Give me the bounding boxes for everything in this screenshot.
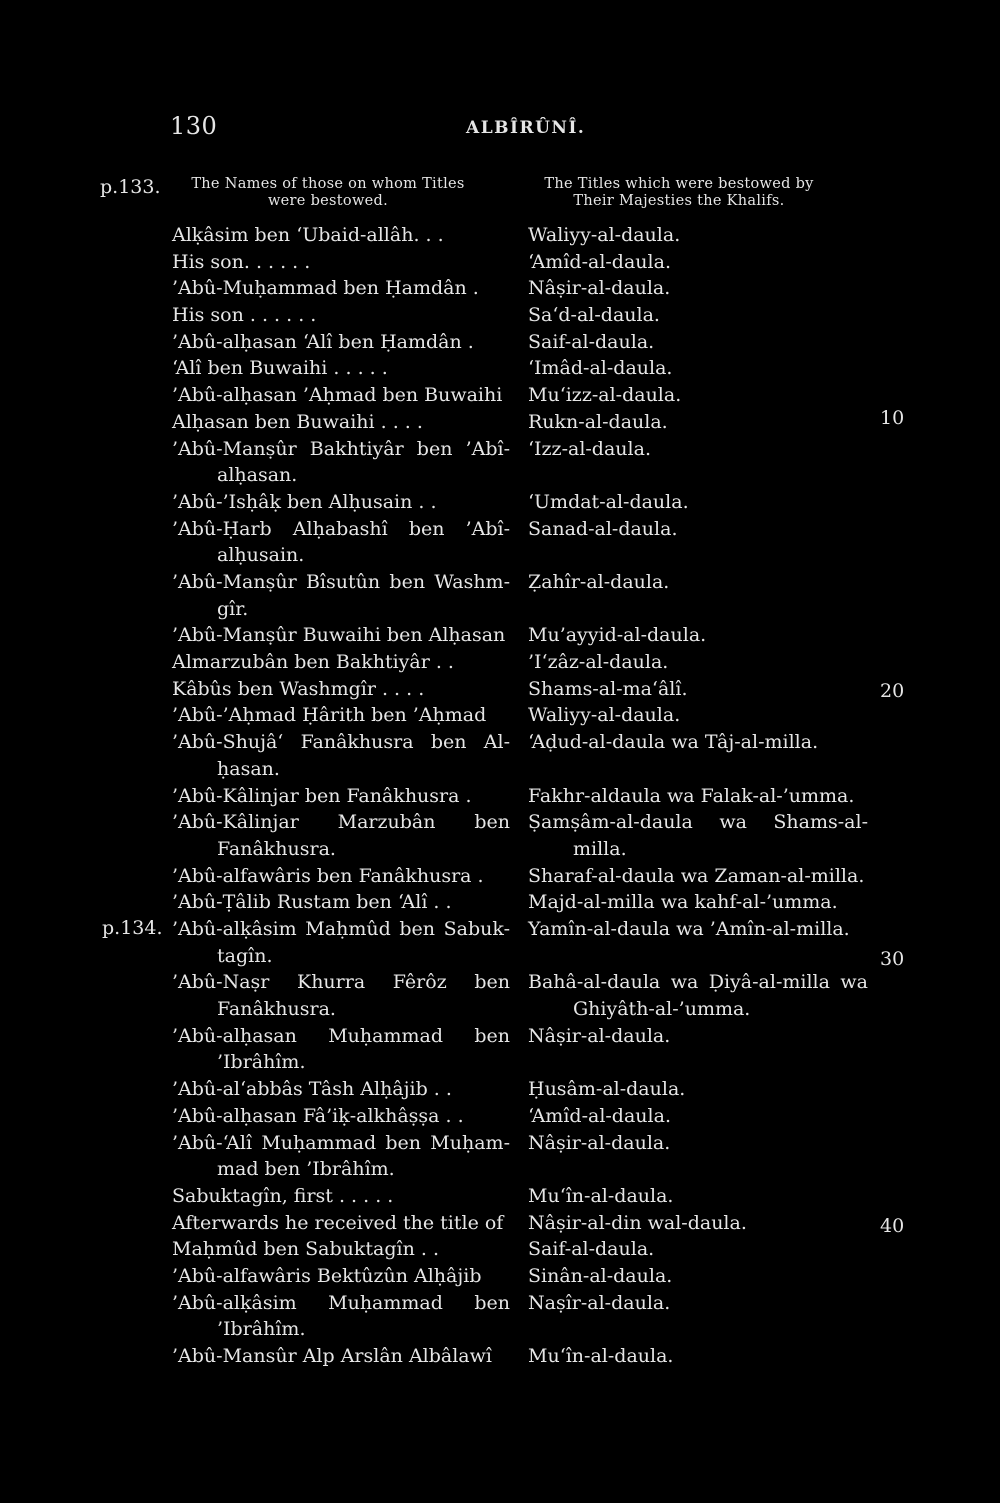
recipient-name-line: Fanâkhusra. [217, 837, 336, 860]
recipient-name [172, 1103, 510, 1130]
bestowed-title-line: Ḥusâm-al-daula. [528, 1078, 686, 1101]
bestowed-title-line: Mu‘izz-al-daula. [528, 384, 682, 407]
table-row [0, 1103, 1000, 1130]
recipient-name-line: Alḥasan ben Buwaihi . . . . [172, 410, 423, 433]
table-row [0, 1183, 1000, 1210]
table-row [0, 916, 1000, 969]
bestowed-title [528, 1183, 868, 1210]
table-row [0, 222, 1000, 249]
bestowed-title-line: Nâṣir-al-din wal-daula. [528, 1211, 747, 1234]
recipient-name-line: Sabuktagîn, first . . . . . [172, 1184, 394, 1207]
table-row [0, 569, 1000, 622]
bestowed-title [528, 676, 868, 703]
table-row [0, 436, 1000, 489]
bestowed-title-line: Nâṣir-al-daula. [528, 1131, 671, 1154]
recipient-name [172, 1290, 510, 1343]
bestowed-title-line: ‘Izz-al-daula. [528, 437, 651, 460]
recipient-name-line: ’Abû-Mansûr Alp Arslân Albâlawî [172, 1345, 492, 1368]
recipient-name-line: ’Abû-’Aḥmad Ḥârith ben ’Aḥmad [172, 704, 487, 727]
bestowed-title [528, 436, 868, 463]
line-number: 10 [880, 407, 905, 429]
bestowed-title [528, 863, 868, 890]
recipient-name [172, 516, 510, 569]
bestowed-title [528, 409, 868, 436]
recipient-name [172, 436, 510, 489]
recipient-name [172, 1130, 510, 1183]
recipient-name-line: His son. . . . . . [172, 250, 311, 273]
bestowed-title-line: Shams-al-ma‘âlî. [528, 677, 688, 700]
bestowed-title-line: Fakhr-aldaula wa Falak-al-’umma. [528, 784, 855, 807]
bestowed-title-line: Sa‘d-al-daula. [528, 304, 660, 327]
line-number: 40 [880, 1215, 905, 1237]
bestowed-title-line: Waliyy-al-daula. [528, 704, 681, 727]
original-page-marker: p.133. [100, 176, 161, 198]
recipient-name [172, 969, 510, 1022]
bestowed-title-line: Sanad-al-daula. [528, 517, 678, 540]
bestowed-title [528, 382, 868, 409]
line-number: 20 [880, 680, 905, 702]
recipient-name-line: ’Abû-alfawâris ben Fanâkhusra . [172, 864, 484, 887]
recipient-name-line: His son . . . . . . [172, 304, 317, 327]
bestowed-title [528, 1076, 868, 1103]
bestowed-title-line: ‘Umdat-al-daula. [528, 490, 689, 513]
recipient-name-line: ḥasan. [217, 757, 280, 780]
recipient-name [172, 1343, 510, 1370]
recipient-name-line: Afterwards he received the title of [172, 1211, 504, 1234]
table-row [0, 729, 1000, 782]
bestowed-title [528, 302, 868, 329]
recipient-name-line: ’Abû-alḥasan Fâ’iḳ-alkhâṣṣa . . [172, 1104, 464, 1127]
recipient-name-line: ’Abû-Ṭâlib Rustam ben ‘Alî . . [172, 891, 452, 914]
table-row [0, 1236, 1000, 1263]
bestowed-title [528, 1210, 868, 1237]
recipient-name [172, 649, 510, 676]
recipient-name-line: ’Ibrâhîm. [217, 1051, 306, 1074]
table-row [0, 249, 1000, 276]
titles-column-heading: The Titles which were bestowed by Their Majesties the Khalifs. [544, 176, 814, 209]
bestowed-title [528, 783, 868, 810]
recipient-name-line: ’Abû-Kâlinjar ben Fanâkhusra . [172, 784, 472, 807]
recipient-name-line: ’Ibrâhîm. [217, 1318, 306, 1341]
bestowed-title [528, 569, 868, 596]
bestowed-title-line: milla. [573, 837, 627, 860]
recipient-name [172, 702, 510, 729]
recipient-name [172, 569, 510, 622]
bestowed-title-line: Rukn-al-daula. [528, 410, 668, 433]
bestowed-title-line: Yamîn-al-daula wa ’Amîn-al-milla. [528, 917, 850, 940]
bestowed-title-line: Bahâ-al-daula wa Ḍiyâ-al-milla wa [528, 971, 868, 994]
recipient-name-line: ’Abû-Manṣûr Buwaihi ben Alḥasan [172, 624, 506, 647]
page-number: 130 [170, 112, 218, 140]
recipient-name [172, 676, 510, 703]
table-row [0, 1210, 1000, 1237]
recipient-name [172, 355, 510, 382]
recipient-name-line: Alḳâsim ben ‘Ubaid-allâh. . . [172, 224, 444, 246]
recipient-name-line: ’Abû-alḳâsim Maḥmûd ben Sabuk- [172, 917, 510, 940]
table-row [0, 489, 1000, 516]
bestowed-title [528, 889, 868, 916]
bestowed-title [528, 809, 868, 862]
recipient-name-line: ’Abû-al‘abbâs Tâsh Alḥâjib . . [172, 1078, 452, 1101]
recipient-name-line: ’Abû-Ḥarb Alḥabashî ben ’Abî- [172, 517, 510, 540]
table-row [0, 702, 1000, 729]
table-row [0, 622, 1000, 649]
recipient-name-line: ’Abû-‘Alî Muḥammad ben Muḥam- [172, 1131, 510, 1154]
recipient-name-line: Kâbûs ben Washmgîr . . . . [172, 677, 425, 700]
table-row [0, 382, 1000, 409]
recipient-name [172, 329, 510, 356]
bestowed-title-line: Ẓahîr-al-daula. [528, 570, 670, 593]
table-row [0, 1023, 1000, 1076]
bestowed-title-line: Naṣîr-al-daula. [528, 1291, 671, 1314]
bestowed-title [528, 1290, 868, 1317]
bestowed-title-line: Mu‘în-al-daula. [528, 1184, 674, 1207]
recipient-name-line: ’Abû-alḥasan Muḥammad ben [172, 1024, 510, 1047]
bestowed-title [528, 916, 868, 943]
bestowed-title-line: Ghiyâth-al-’umma. [573, 998, 751, 1021]
recipient-name-line: ’Abû-alfawâris Bektûzûn Alḥâjib [172, 1264, 482, 1287]
recipient-name-line: ’Abû-alḥasan ‘Alî ben Ḥamdân . [172, 330, 474, 353]
bestowed-title-line: ‘Imâd-al-daula. [528, 357, 673, 380]
bestowed-title-line: Sharaf-al-daula wa Zaman-al-milla. [528, 864, 865, 887]
recipient-name-line: mad ben ’Ibrâhîm. [217, 1158, 395, 1181]
recipient-name-line: alḥusain. [217, 544, 305, 567]
bestowed-title [528, 729, 868, 756]
table-row [0, 516, 1000, 569]
recipient-name-line: Fanâkhusra. [217, 998, 336, 1021]
recipient-name-line: alḥasan. [217, 464, 298, 487]
table-row [0, 969, 1000, 1022]
bestowed-title-line: Waliyy-al-daula. [528, 224, 681, 246]
original-page-marker: p.134. [102, 917, 163, 939]
recipient-name [172, 489, 510, 516]
recipient-name [172, 1263, 510, 1290]
table-row [0, 302, 1000, 329]
bestowed-title [528, 329, 868, 356]
running-title: ALBÎRÛNÎ. [466, 118, 586, 138]
recipient-name [172, 622, 510, 649]
recipient-name-line: Almarzubân ben Bakhtiyâr . . [172, 651, 454, 674]
recipient-name-line: ’Abû-Naṣr Khurra Fêrôz ben [172, 971, 510, 994]
recipient-name [172, 863, 510, 890]
recipient-name [172, 729, 510, 782]
recipient-name-line: Maḥmûd ben Sabuktagîn . . [172, 1238, 440, 1261]
bestowed-title [528, 1130, 868, 1157]
bestowed-title-line: Sinân-al-daula. [528, 1264, 673, 1287]
table-row [0, 809, 1000, 862]
recipient-name [172, 222, 510, 249]
recipient-name-line: tagîn. [217, 944, 273, 967]
bestowed-title-line: ‘Amîd-al-daula. [528, 1104, 671, 1127]
bestowed-title [528, 355, 868, 382]
recipient-name [172, 275, 510, 302]
names-column-heading: The Names of those on whom Titles were bestowed. [191, 176, 465, 209]
recipient-name [172, 1023, 510, 1076]
bestowed-title [528, 516, 868, 543]
table-row [0, 863, 1000, 890]
bestowed-title [528, 222, 868, 249]
recipient-name [172, 1236, 510, 1263]
bestowed-title [528, 1023, 868, 1050]
bestowed-title-line: ‘Amîd-al-daula. [528, 250, 671, 273]
bestowed-title-line: Mu‘în-al-daula. [528, 1345, 674, 1368]
recipient-name-line: ’Abû-’Isḥâḳ ben Alḥusain . . [172, 490, 437, 513]
recipient-name [172, 783, 510, 810]
recipient-name-line: ’Abû-alḳâsim Muḥammad ben [172, 1291, 510, 1314]
recipient-name [172, 889, 510, 916]
recipient-name-line: ’Abû-Manṣûr Bîsutûn ben Washm- [172, 570, 510, 593]
recipient-name-line: ‘Alî ben Buwaihi . . . . . [172, 357, 388, 380]
bestowed-title-line: Mu’ayyid-al-daula. [528, 624, 707, 647]
line-number: 30 [880, 948, 905, 970]
table-row [0, 275, 1000, 302]
recipient-name [172, 382, 510, 409]
bestowed-title [528, 1263, 868, 1290]
recipient-name [172, 409, 510, 436]
bestowed-title [528, 969, 868, 1022]
recipient-name-line: ’Abû-Manṣûr Bakhtiyâr ben ’Abî- [172, 437, 510, 460]
bestowed-title-line: Saif-al-daula. [528, 1238, 655, 1261]
recipient-name [172, 1210, 510, 1237]
bestowed-title [528, 1236, 868, 1263]
bestowed-title-line: Majd-al-milla wa kahf-al-’umma. [528, 891, 838, 914]
recipient-name [172, 1183, 510, 1210]
recipient-name-line: ’Abû-alḥasan ’Aḥmad ben Buwaihi [172, 384, 503, 407]
recipient-name [172, 1076, 510, 1103]
table-row [0, 329, 1000, 356]
table-row [0, 783, 1000, 810]
bestowed-title-line: Nâṣir-al-daula. [528, 1024, 671, 1047]
recipient-name-line: ’Abû-Shujâ‘ Fanâkhusra ben Al- [172, 731, 510, 754]
bestowed-title-line: ‘Aḍud-al-daula wa Tâj-al-milla. [528, 731, 819, 754]
bestowed-title-line: Saif-al-daula. [528, 330, 655, 353]
bestowed-title [528, 702, 868, 729]
table-row [0, 1130, 1000, 1183]
bestowed-title [528, 249, 868, 276]
recipient-name [172, 302, 510, 329]
recipient-name-line: gîr. [217, 597, 249, 620]
table-row [0, 355, 1000, 382]
recipient-name [172, 916, 510, 969]
table-row [0, 676, 1000, 703]
table-row [0, 1290, 1000, 1343]
bestowed-title [528, 275, 868, 302]
table-row [0, 1343, 1000, 1370]
recipient-name-line: ’Abû-Kâlinjar Marzubân ben [172, 811, 510, 834]
table-row [0, 889, 1000, 916]
bestowed-title [528, 622, 868, 649]
bestowed-title-line: Ṣamṣâm-al-daula wa Shams-al- [528, 811, 868, 834]
table-row [0, 1263, 1000, 1290]
bestowed-title [528, 489, 868, 516]
recipient-name [172, 809, 510, 862]
titles-table [0, 222, 1000, 1370]
recipient-name-line: ’Abû-Muḥammad ben Ḥamdân . [172, 277, 479, 300]
bestowed-title [528, 1103, 868, 1130]
bestowed-title [528, 649, 868, 676]
bestowed-title-line: Nâṣir-al-daula. [528, 277, 671, 300]
bestowed-title [528, 1343, 868, 1370]
table-row [0, 1076, 1000, 1103]
table-row [0, 649, 1000, 676]
table-row [0, 409, 1000, 436]
bestowed-title-line: ’I‘zâz-al-daula. [528, 651, 669, 674]
recipient-name [172, 249, 510, 276]
